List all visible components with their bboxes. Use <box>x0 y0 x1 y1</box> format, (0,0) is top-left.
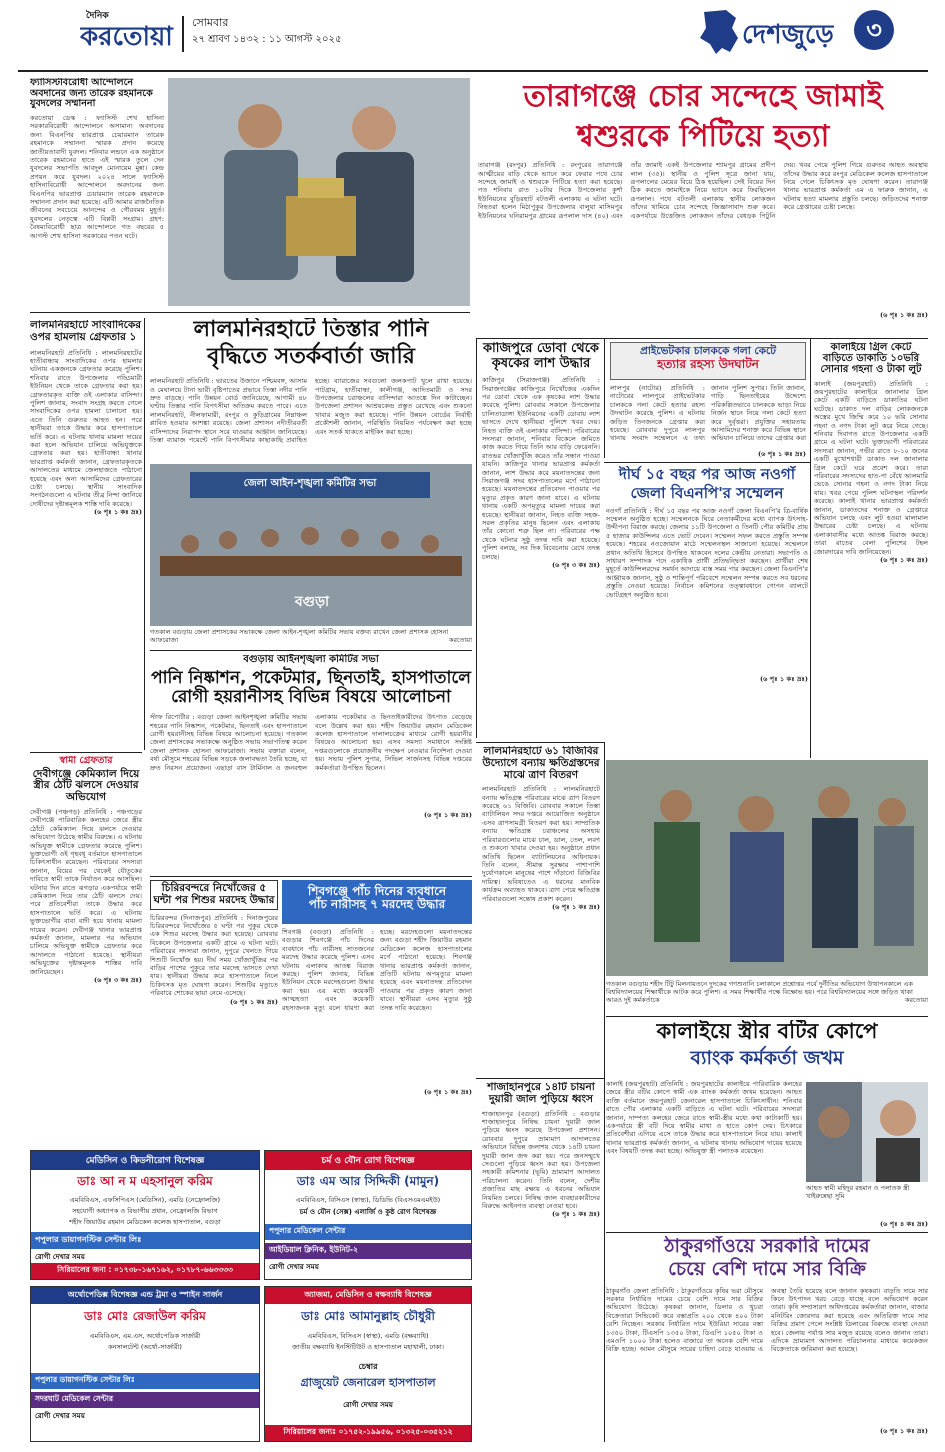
story-kazipur-body: কাজিপুর (সিরাজগঞ্জ) প্রতিনিধি : সিরাজগঞ্জের কাজিপুরে নিখোঁজের একদিন পর ডোবা থেকে এক কৃষকের লাশ উদ্ধার করেছে পুলিশ। রোববার সকালে উপজেলার চালিতাডাঙ্গা ইউনিয়নের একটি ডোবায় লাশ ভাসতে দেখে স্থানীয়রা পুলিশে খবর দেয়। নিহত ব্যক্তি ওই এলাকার বাসিন্দা। পরিবারের সদস্যরা জানান, শনিবার বিকেলে জমিতে কাজ করতে গিয়ে তিনি আর বাড়ি ফেরেননি। রাতভর খোঁজাখুঁজি করেও তাঁর সন্ধান পাওয়া যায়নি। কাজিপুর থানার ভারপ্রাপ্ত কর্মকর্তা জানান, লাশ উদ্ধার করে ময়নাতদন্তের জন্য সিরাজগঞ্জ সদর হাসপাতালের মর্গে পাঠানো হয়েছে। ময়নাতদন্তের প্রতিবেদন পাওয়ার পর মৃত্যুর প্রকৃত কারণ জানা যাবে। এ ঘটনায় থানায় একটি অপমৃত্যুর মামলা দায়ের করা হয়েছে। স্থানীয়রা জানান, নিহত ব্যক্তি সহজ-সরল প্রকৃতির মানুষ ছিলেন এবং এলাকায় তাঁর কোনো শত্রু ছিল না। পরিবারের পক্ষ থেকে ঘটনার সুষ্ঠু তদন্ত দাবি করা হয়েছে। পুলিশ বলছে, সব দিক বিবেচনায় রেখে তদন্ত চলছে। <box>482 376 600 561</box>
ad2-doctor: ডাঃ এম আর সিদ্দিকী (মামুন) <box>296 1174 440 1188</box>
photo-bogura-caption-credit: করতোয়া <box>448 636 472 644</box>
story-shibganj-body: শিবগঞ্জ (বগুড়া) প্রতিনিধি : বগুড়ার শিবগঞ্জে পাঁচ দিনের ব্যবধানে পাঁচ নারীসহ সাতজনের মরদেহ উদ্ধার করেছে পুলিশ। এসব ঘটনায় এলাকায় আতঙ্ক বিরাজ করছে। পুলিশ জানায়, বিভিন্ন ইউনিয়ন থেকে মরদেহগুলো উদ্ধার করা হয়। এর মধ্যে কয়েকটি আত্মহত্যা এবং কয়েকটি রহস্যজনক মৃত্যু বলে ধারণা করা হচ্ছে। মরদেহগুলো ময়নাতদন্তের জন্য বগুড়া শহীদ জিয়াউর রহমান মেডিকেল কলেজ হাসপাতালের মর্গে পাঠানো হয়েছে। শিবগঞ্জ থানার ভারপ্রাপ্ত কর্মকর্তা জানান, প্রতিটি ঘটনায় অপমৃত্যুর মামলা হয়েছে এবং ময়নাতদন্ত প্রতিবেদন পাওয়ার পর প্রকৃত কারণ জানা যাবে। স্থানীয়রা এসব মৃত্যুর সুষ্ঠু তদন্ত দাবি করেছেন। <box>282 928 472 1012</box>
story-shajahanpur-continued: (৬ পৃঃ ১ কঃ দ্রঃ) <box>551 1210 600 1219</box>
story-fertilizer-continued: (৬ পৃঃ ১ কঃ দ্রঃ) <box>879 1426 928 1435</box>
ad4-chamber-label: চেম্বার <box>358 1362 378 1371</box>
ad-ehsanul-karim <box>30 1150 260 1280</box>
story-kazipur-continued: (৬ পৃঃ ৩ কঃ দ্রঃ) <box>551 561 600 570</box>
ad1-time: রোগী দেখার সময় <box>35 1253 85 1261</box>
ad-siddiqui-mamun <box>264 1150 472 1280</box>
photo-bogura-caption-text: গতকাল বগুড়ায় জেলা প্রশাসকের সভাকক্ষে জেলা আইন-শৃঙ্খলা কমিটির সভায় বক্তব্য রাখেন জেলা প্রশাসক হোসনা আফরোজা <box>150 628 449 644</box>
ad-amanullah-chowdhury <box>264 1286 472 1442</box>
ad2-chamber1: পপুলার মেডিকেল সেন্টার <box>265 1224 471 1240</box>
photo-banner-text: জেলা আইন-শৃঙ্খলা কমিটির সভা <box>243 478 377 489</box>
story-teesta-headline-2: বৃদ্ধিতে সতর্কবার্তা জারি <box>207 343 415 369</box>
page-number: ৩ <box>854 10 894 50</box>
photo-bogura-meeting <box>150 464 472 626</box>
story-bogura-meeting <box>150 654 472 874</box>
story-tarique-headline: ফ্যাসিস্টবিরোধী আন্দোলনে অবদানের জন্য তারেক রহমানকে যুবদলের সম্মাননা <box>30 78 153 110</box>
story-naogaon-headline-2: জেলা বিএনপি'র সম্মেলন <box>630 483 784 502</box>
ad4-post: জাতীয় বক্ষব্যাধি ইনস্টিটিউট ও হাসপাতাল মহাখালী, ঢাকা। <box>292 1343 444 1351</box>
ad4-degrees: এমবিবিএস, বিসিএস (স্বাস্থ্য), এমডি (বক্ষব্যাধি) <box>307 1332 429 1340</box>
masthead-divider <box>182 16 184 52</box>
story-journalist-body: লালমনিরহাট প্রতিনিধি : লালমনিরহাটের হাতীবান্ধায় সাংবাদিকের ওপর হামলার ঘটনায় একজনকে গ্রেফতার করেছে পুলিশ। শনিবার রাতে উপজেলার গড্ডিমারী ইউনিয়ন থেকে তাকে গ্রেফতার করা হয়। গ্রেফতারকৃত ব্যক্তি ওই এলাকার বাসিন্দা। পুলিশ জানায়, সংবাদ সংগ্রহ করতে গেলে সাংবাদিকের ওপর হামলা চালানো হয়। এতে তিনি গুরুতর আহত হন। পরে স্থানীয়রা তাকে উদ্ধার করে হাসপাতালে ভর্তি করে। এ ঘটনায় থানায় মামলা দায়ের করা হলে অভিযান চালিয়ে অভিযুক্তকে গ্রেফতার করা হয়। হাতীবান্ধা থানার ভারপ্রাপ্ত কর্মকর্তা জানান, গ্রেফতারকৃতকে আদালতের মাধ্যমে জেলহাজতে পাঠানো হয়েছে এবং অন্য আসামিদের গ্রেফতারের চেষ্টা চলছে। স্থানীয় সাংবাদিক সংগঠনগুলো এ ঘটনার তীব্র নিন্দা জানিয়ে দোষীদের দৃষ্টান্তমূলক শাস্তি দাবি করেছে। <box>30 348 142 508</box>
ad1-post: সহযোগী অধ্যাপক ও বিভাগীয় প্রধান, নেফ্রোলজি বিভাগ <box>72 1207 218 1215</box>
story-shibganj <box>282 880 472 1102</box>
story-lalmonirhat-flood-headline: লালমনিরহাটে ৬১ বিজিবির উদ্যোগে বন্যায় ক্ষতিগ্রস্তদের মাঝে ত্রাণ বিতরণ <box>482 746 600 781</box>
story-lalmonirhat-flood-body: লালমনিরহাট প্রতিনিধি : লালমনিরহাটে বন্যায় ক্ষতিগ্রস্ত পরিবারের মাঝে ত্রাণ বিতরণ করেছে ৬১ বিজিবি। রোববার সকালে তিস্তা ব্যাটালিয়ন সদর দপ্তরে আয়োজিত অনুষ্ঠানে এসব ত্রাণসামগ্রী বিতরণ করা হয়। সাম্প্রতিক বন্যায় ক্ষতিগ্রস্ত চরাঞ্চলের অসহায় পরিবারগুলোর মাঝে চাল, ডাল, তেল, লবণ ও শুকনো খাবার দেওয়া হয়। অনুষ্ঠানে প্রধান অতিথি ছিলেন ব্যাটালিয়নের অধিনায়ক। তিনি বলেন, সীমান্ত সুরক্ষার পাশাপাশি দুর্যোগকালে মানুষের পাশে দাঁড়ানো বিজিবির দায়িত্ব। ভবিষ্যতেও এ ধরনের মানবিক কার্যক্রম অব্যাহত থাকবে। ত্রাণ পেয়ে ক্ষতিগ্রস্ত পরিবারগুলো সন্তোষ প্রকাশ করেন। <box>482 785 600 903</box>
story-bogura-meeting-body: স্টাফ রিপোর্টার : বগুড়া জেলা আইনশৃঙ্খলা কমিটির সভায় শহরের পানি নিষ্কাশন, পকেটমার, ছিনতাই এবং হাসপাতালে রোগী হয়রানীসহ বিভিন্ন বিষয়ে আলোচনা হয়েছে। গতকাল জেলা প্রশাসকের সভাকক্ষে অনুষ্ঠিত সভায় সভাপতিত্ব করেন জেলা প্রশাসক হোসনা আফরোজা। সভায় বক্তারা বলেন, বর্ষা মৌসুমে শহরের বিভিন্ন সড়কে জলাবদ্ধতা তৈরি হচ্ছে, যা দ্রুত নিরসন প্রয়োজন। এছাড়া বাস টার্মিনাল ও জনবহুল এলাকায় পকেটমার ও ছিনতাইকারীদের উৎপাত বেড়েছে বলে উল্লেখ করা হয়। শহীদ জিয়াউর রহমান মেডিকেল কলেজ হাসপাতালে দালালচক্রের মাধ্যমে রোগী হয়রানীর বিষয়েও আলোচনা হয়। এসব সমস্যা সমাধানে সংশ্লিষ্ট দপ্তরগুলোকে প্রয়োজনীয় পদক্ষেপ নেওয়ার নির্দেশনা দেওয়া হয়। সভায় পুলিশ সুপার, সিভিল সার্জনসহ বিভিন্ন দপ্তরের কর্মকর্তারা উপস্থিত ছিলেন। <box>150 713 472 772</box>
ad1-doctor: ডাঃ আ ন ম এহসানুল করিম <box>77 1174 213 1188</box>
story-lalmonirhat-flood-continued: (৬ পৃঃ ১ কঃ দ্রঃ) <box>551 902 600 911</box>
story-teesta-headline-1: লালমনিরহাটে তিস্তার পানি <box>193 318 429 342</box>
photo-bank-officer <box>806 1082 928 1182</box>
photo-location-label: বগুড়া <box>294 594 330 610</box>
story-taraganj-headline-2: শ্বশুরকে পিটিয়ে হত্যা <box>576 118 830 154</box>
story-dewanganj-headline: দেবীগঞ্জে কেমিক্যাল দিয়ে স্ত্রীর ঠোঁট ঝলসে দেওয়ার অভিযোগ <box>32 767 140 804</box>
story-driver-headline-2: হত্যার রহস্য উদঘাটন <box>657 356 759 371</box>
ad4-serial: সিরিয়ালের জন্যঃ ০১৭৫২-১৯৯৫৬, ০১৩২৫-০৩৫২১২ <box>265 1425 471 1441</box>
story-shajahanpur-headline: শাজাহানপুরে ১৪টি চায়না দুয়ারী জাল পুড়িয়ে ধ্বংস <box>487 1082 595 1105</box>
story-bogura-meeting-headline-1: পানি নিষ্কাশন, পকেটমার, ছিনতাই, হাসপাতালে <box>151 668 471 689</box>
story-bogura-meeting-headline-2: রোগী হয়রানীসহ বিভিন্ন বিষয়ে আলোচনা <box>171 687 451 708</box>
story-fertilizer-headline-1: ঠাকুরগাঁওয়ে সরকারি দামের <box>664 1236 870 1257</box>
story-kazipur <box>482 342 600 742</box>
ad2-title: চর্ম ও যৌন রোগ বিশেষজ্ঞ <box>265 1151 471 1170</box>
story-bogura-meeting-continued: (৬ পৃঃ ১ কঃ দ্রঃ) <box>423 811 472 820</box>
story-shibganj-headline-box <box>282 880 472 924</box>
story-journalist <box>30 320 142 740</box>
story-dewanganj <box>30 756 142 1146</box>
ad1-title: মেডিসিন ও কিডনীরোগ বিশেষজ্ঞ <box>31 1151 259 1170</box>
story-shibganj-continued: (৬ পৃঃ ১ কঃ দ্রঃ) <box>423 1088 472 1096</box>
ad2-degrees: এমবিবিএস, বিসিএস (স্বাস্থ্য), ডিডিভি (বিএসএমএমইউ) <box>295 1196 441 1204</box>
ad1-degrees: এমবিবিএস, এফসিপিএস (মেডিসিন), এমডি (নেফ্রোলজি) <box>69 1196 221 1204</box>
story-fertilizer <box>606 1236 928 1442</box>
story-dewanganj-continued: (৬ পৃঃ ৩ কঃ দ্রঃ) <box>93 976 142 984</box>
story-bank-officer-body: কালাই (জয়পুরহাট) প্রতিনিধি : জয়পুরহাটের কালাইয়ে পারিবারিক কলহের জেরে স্ত্রীর বটির কোপে স্বামী এক ব্যাংক কর্মকর্তা জখম হয়েছেন। আহত ব্যক্তি বর্তমানে জয়পুরহাট জেনারেল হাসপাতালে চিকিৎসাধীন। শনিবার রাতে পৌর এলাকার একটি বাড়িতে এ ঘটনা ঘটে। পরিবারের সদস্যরা জানান, দাম্পত্য কলহের জেরে রাতে স্বামী-স্ত্রীর মধ্যে কথা কাটাকাটি হয়। একপর্যায়ে স্ত্রী বটি দিয়ে স্বামীর মাথা ও হাতে কোপ দেয়। চিৎকারে প্রতিবেশীরা এগিয়ে এসে তাকে উদ্ধার করে হাসপাতালে নিয়ে যায়। কালাই থানার ভারপ্রাপ্ত কর্মকর্তা জানান, এ ঘটনায় থানায় অভিযোগ দায়ের হয়েছে এবং বিষয়টি তদন্ত করা হচ্ছে। অভিযুক্ত স্ত্রী পলাতক রয়েছেন। <box>606 1080 802 1156</box>
story-taraganj-headline-1: তারাগঞ্জে চোর সন্দেহে জামাই <box>523 80 883 114</box>
photo-tarique-award <box>168 78 470 306</box>
story-dewanganj-body: দেবীগঞ্জ (পঞ্চগড়) প্রতিনিধি : পঞ্চগড়ের দেবীগঞ্জে পারিবারিক কলহের জেরে স্ত্রীর ঠোঁটে কেমিক্যাল দিয়ে ঝলসে দেওয়ার অভিযোগ উঠেছে স্বামীর বিরুদ্ধে। এ ঘটনায় অভিযুক্ত স্বামীকে গ্রেফতার করেছে পুলিশ। ভুক্তভোগী ওই গৃহবধূ বর্তমানে হাসপাতালে চিকিৎসাধীন রয়েছেন। পরিবারের সদস্যরা জানান, বিয়ের পর থেকেই যৌতুকের দাবিতে স্বামী তাকে নির্যাতন করে আসছিল। ঘটনার দিন রাতে ঝগড়ার একপর্যায়ে স্বামী কেমিক্যাল দিয়ে তার ঠোঁট ঝলসে দেয়। পরে প্রতিবেশীরা তাকে উদ্ধার করে হাসপাতালে ভর্তি করে। এ ঘটনায় ভুক্তভোগীর বাবা বাদী হয়ে থানায় মামলা দায়ের করেন। দেবীগঞ্জ থানার ভারপ্রাপ্ত কর্মকর্তা জানান, মামলার পর অভিযান চালিয়ে অভিযুক্ত স্বামীকে গ্রেফতার করে আদালতে পাঠানো হয়েছে। স্থানীয়রা অভিযুক্তের দৃষ্টান্তমূলক শাস্তির দাবি জানিয়েছেন। <box>30 807 142 976</box>
story-naogaon-body: নওগাঁ প্রতিনিধি : দীর্ঘ ১৫ বছর পর আজ নওগাঁ জেলা বিএনপি'র ত্রি-বার্ষিক সম্মেলন অনুষ্ঠিত হচ্ছে। সম্মেলনকে ঘিরে নেতাকর্মীদের মধ্যে ব্যাপক উৎসাহ-উদ্দীপনা বিরাজ করছে। জেলার ১১টি উপজেলা ও তিনটি পৌর কমিটির প্রায় ৫ হাজার কাউন্সিলর এতে ভোট দেবেন। সম্মেলন সফল করতে প্রস্তুতি সম্পন্ন হয়েছে। শহরের নওজোয়ান মাঠে সম্মেলনস্থল সাজানো হয়েছে। সম্মেলনে প্রধান অতিথি হিসেবে উপস্থিত থাকবেন দলের কেন্দ্রীয় নেতারা। সভাপতি ও সাধারণ সম্পাদক পদে একাধিক প্রার্থী প্রতিদ্বন্দ্বিতা করছেন। প্রার্থীরা শেষ মুহূর্তে কাউন্সিলরদের সমর্থন আদায়ে ব্যস্ত সময় পার করছেন। জেলা বিএনপি'র আহ্বায়ক জানান, সুষ্ঠু ও শান্তিপূর্ণ পরিবেশে সম্মেলন সম্পন্ন করতে সব ধরনের প্রস্তুতি নেওয়া হয়েছে। নির্বাচন কমিশনের তত্ত্বাবধানে গোপন ব্যালটে ভোটগ্রহণ অনুষ্ঠিত হবে। <box>606 506 808 599</box>
masthead-day: সোমবার <box>192 16 229 29</box>
story-kalai-robbery-headline-2: বাড়িতে ডাকাতি ১০ভরি <box>822 353 920 365</box>
photo-arrest-caption <box>606 980 928 1014</box>
story-driver-headline-1: প্রাইভেটকার চালককে গলা কেটে <box>640 345 776 357</box>
story-chirirbandar-body: চিরিরবন্দর (দিনাজপুর) প্রতিনিধি : দিনাজপুরের চিরিরবন্দরে নিখোঁজের ৫ ঘণ্টা পর পুকুর থেকে এক শিশুর মরদেহ উদ্ধার করা হয়েছে। রোববার বিকেলে উপজেলার একটি গ্রামে এ ঘটনা ঘটে। পরিবারের সদস্যরা জানান, দুপুরে খেলতে গিয়ে শিশুটি নিখোঁজ হয়। দীর্ঘ সময় খোঁজাখুঁজির পর বাড়ির পাশের পুকুরে তার মরদেহ ভাসতে দেখা যায়। স্থানীয়রা উদ্ধার করে হাসপাতালে নিলে চিকিৎসক মৃত ঘোষণা করেন। শিশুটির মৃত্যুতে পরিবারে শোকের ছায়া নেমে এসেছে। <box>150 913 278 998</box>
story-tarique <box>30 78 164 308</box>
story-driver <box>610 342 806 460</box>
story-driver-continued: (৬ পৃঃ ১ কঃ দ্রঃ) <box>757 450 806 458</box>
photo-bank-officer-caption: আহত স্বামী মহিদুর রহমান ও পলাতক স্ত্রী খাইরুন্নেছা সুমি <box>806 1184 910 1200</box>
photo-arrest-caption-text: গতকাল বগুড়ায় শহীদ টিটু মিলনায়তনে দুদকের গণশুনানি চলাকালে প্রশ্নোত্তর পর্বে দুর্নীতির অভিযোগ উত্থাপনকালে এক বিশ্ববিদ্যালয়ের শিক্ষার্থীকে আটক করে পুলিশ। এ সময় শিক্ষার্থীর পক্ষে বিক্ষোভ হয়। পরে বিশ্ববিদ্যালয়ের সঙ্গে জড়িত থাকা আরও দুই কর্মকর্তাকে <box>606 980 913 1004</box>
story-journalist-headline: লালমনিরহাটে সাংবাদিকের ওপর হামলায় গ্রেফতার ১ <box>30 320 141 343</box>
story-kalai-robbery-continued: (৬ পৃঃ ১ কঃ দ্রঃ) <box>879 556 928 565</box>
ad3-title: অর্থোপেডিক্স বিশেষজ্ঞ এন্ড ট্রমা ও স্পাইন সার্জন <box>31 1287 259 1304</box>
story-chirirbandar <box>150 880 278 1102</box>
ad3-chamber1: পপুলার ডায়াগনস্টিক সেন্টার লিঃ <box>31 1373 259 1389</box>
ad1-hospital: শহীদ জিয়াউর রহমান মেডিকেল কলেজ হাসপাতাল, বগুড়া <box>69 1218 221 1226</box>
ad3-time: রোগী দেখার সময় <box>35 1412 85 1420</box>
story-naogaon <box>606 466 808 756</box>
ad3-chamber2: সদরঘাট মেডিকেল সেন্টার <box>31 1392 259 1408</box>
bangladesh-map-icon <box>696 8 740 56</box>
story-fertilizer-headline-2: চেয়ে বেশি দামে সার বিক্রি <box>668 1258 866 1281</box>
story-shajahanpur <box>482 1082 600 1442</box>
story-shibganj-headline-2: পাঁচ নারীসহ ৭ মরদেহ উদ্ধার <box>308 897 446 912</box>
photo-arrest <box>606 760 928 976</box>
logo-top: দৈনিক <box>86 11 109 21</box>
masthead-date: ২৭ শ্রাবণ ১৪৩২ : ১১ আগস্ট ২০২৫ <box>192 34 342 45</box>
logo: করতোয়া <box>80 22 173 52</box>
story-lalmonirhat-flood <box>482 746 600 1076</box>
story-bank-officer-headline-1: কালাইয়ে স্ত্রীর বটির কোপে <box>656 1020 878 1043</box>
photo-arrest-caption-credit: করতোয়া <box>904 996 928 1004</box>
ad1-serial: সিরিয়ালের জন্য : ০১৭৩৮-১৬৭১৬২, ০১৭৮৭-৬৬৩৩৩৩ <box>31 1263 259 1279</box>
ad4-title: অ্যাজমা, মেডিসিন ও বক্ষব্যাধি বিশেষজ্ঞ <box>265 1287 471 1304</box>
story-dewanganj-kicker: স্বামী গ্রেফতার <box>59 756 113 766</box>
story-chirirbandar-continued: (৬ পৃঃ ১ কঃ দ্রঃ) <box>229 997 278 1006</box>
ad3-doctor: ডাঃ মোঃ রেজাউল করিম <box>84 1309 206 1323</box>
story-teesta-body: লালমনিরহাট প্রতিনিধি : ভারতের উজানে পশ্চিমবঙ্গ, আসাম ও মেঘালয়ে টানা ভারী বৃষ্টিপাতের প্রভাবে তিস্তা নদীর পানি দ্রুত বাড়ছে। পানি উন্নয়ন বোর্ড জানিয়েছে, আগামী ৪৮ ঘণ্টায় তিস্তার পানি বিপৎসীমা অতিক্রম করতে পারে। এতে লালমনিরহাট, নীলফামারী, রংপুর ও কুড়িগ্রামের নিম্নাঞ্চল প্লাবিত হওয়ার আশঙ্কা রয়েছে। জেলা প্রশাসন নদীতীরবর্তী বাসিন্দাদের নিরাপদ স্থানে সরে যাওয়ার আহ্বান জানিয়েছে। তিস্তা ব্যারাজ পয়েন্টে পানি বিপৎসীমার কাছাকাছি প্রবাহিত হচ্ছে। ব্যারাজের সবগুলো জলকপাট খুলে রাখা হয়েছে। পাটগ্রাম, হাতীবান্ধা, কালীগঞ্জ, আদিতমারী ও সদর উপজেলার চরাঞ্চলের বাসিন্দারা আতঙ্কে দিন কাটাচ্ছেন। উপজেলা প্রশাসন আশ্রয়কেন্দ্র প্রস্তুত রেখেছে এবং শুকনো খাবার মজুত করা হয়েছে। পানি উন্নয়ন বোর্ডের নির্বাহী প্রকৌশলী জানান, পরিস্থিতি নিয়মিত পর্যবেক্ষণ করা হচ্ছে এবং সতর্ক থাকতে মাইকিং করা হচ্ছে। <box>150 377 472 445</box>
story-kalai-robbery-body: কালাই (জয়পুরহাট) প্রতিনিধি : জয়পুরহাটের কালাইয়ে জানালার গ্রিল কেটে একটি বাড়িতে ডাকাতির ঘটনা ঘটেছে। ডাকাত দল বাড়ির লোকজনকে অস্ত্রের মুখে জিম্মি করে ১০ ভরি সোনার গহনা ও নগদ টাকা লুট করে নিয়ে গেছে। শনিবার দিবাগত রাতে উপজেলার একটি গ্রামে এ ঘটনা ঘটে। ভুক্তভোগী পরিবারের সদস্যরা জানান, গভীর রাতে ৮-১০ জনের একটি মুখোশধারী ডাকাত দল জানালার গ্রিল কেটে ঘরে প্রবেশ করে। তারা পরিবারের সদস্যদের হাত-পা বেঁধে আলমারি ভেঙে সোনার গহনা ও নগদ টাকা নিয়ে যায়। খবর পেয়ে পুলিশ ঘটনাস্থল পরিদর্শন করেছে। কালাই থানার ভারপ্রাপ্ত কর্মকর্তা জানান, ডাকাতদের শনাক্ত ও গ্রেপ্তারে অভিযান চলছে এবং লুট হওয়া মালামাল উদ্ধারের চেষ্টা চলছে। এ ঘটনায় এলাকাবাসীর মধ্যে আতঙ্ক বিরাজ করছে। তারা রাতের বেলা পুলিশের টহল জোরদারের দাবি জানিয়েছেন। <box>814 379 928 556</box>
story-bank-officer-continued: (৬ পৃঃ ৪ কঃ দ্রঃ) <box>879 1220 928 1228</box>
story-fertilizer-body: ঠাকুরগাঁও জেলা প্রতিনিধি : ঠাকুরগাঁওয়ে কৃষির ভরা মৌসুমে সরকার নির্ধারিত দামের চেয়ে বেশি দামে সার বিক্রির অভিযোগ উঠেছে। কৃষকরা জানান, ডিলার ও খুচরা বিক্রেতারা সিন্ডিকেট করে বস্তাপ্রতি ২০০ থেকে ৪০০ টাকা বেশি নিচ্ছেন। সরকার নির্ধারিত দামে ইউরিয়া সারের বস্তা ১৩৫০ টাকা, টিএসপি ১৩৫০ টাকা, ডিএপি ১০৫০ টাকা ও এমওপি ১০০০ টাকা হলেও বাজারে তা অনেক বেশি দামে বিক্রি হচ্ছে। আমন মৌসুমে সারের চাহিদা বেড়ে যাওয়ায় এ অবস্থা তৈরি হয়েছে বলে জানান কৃষকরা। বাড়তি দামে সার কিনে উৎপাদন খরচ বেড়ে যাচ্ছে বলে অভিযোগ করেন তারা। কৃষি সম্প্রসারণ অধিদপ্তরের কর্মকর্তারা জানান, বাজার মনিটরিং জোরদার করা হয়েছে এবং অতিরিক্ত দামে সার বিক্রির প্রমাণ পেলে সংশ্লিষ্ট ডিলারের বিরুদ্ধে ব্যবস্থা নেওয়া হবে। জেলায় পর্যাপ্ত সার মজুত রয়েছে বলেও জানান তারা। এদিকে ভ্রাম্যমাণ আদালত পরিচালনার মাধ্যমে কয়েকজন বিক্রেতাকে জরিমানা করা হয়েছে। <box>606 1286 928 1354</box>
ad2-chamber2: আইডিয়াল ক্লিনিক, ইউনিট-২ <box>265 1243 471 1259</box>
story-journalist-continued: (৬ পৃঃ ১ কঃ দ্রঃ) <box>93 508 142 517</box>
ad3-post: কনসালটেন্ট (অর্থো-সার্জারী) <box>108 1343 182 1351</box>
masthead <box>0 0 945 70</box>
ad2-specialty: চর্ম ও যৌন (সেক্স) এলার্জি ও কুষ্ঠ রোগ বিশেষজ্ঞ <box>299 1208 437 1216</box>
story-taraganj-body: তারাগঞ্জ (রংপুর) প্রতিনিধি : রংপুরের তারাগঞ্জে আত্মীয়ের বাড়ি থেকে ভ্যানে করে ফেরার পথে চোর সন্দেহে জামাই ও শ্বশুরকে পিটিয়ে হত্যা করা হয়েছে। গত শনিবার রাত ১০টার দিকে উপজেলার কুর্শা ইউনিয়নের বুড়িরহাট বটতলী এলাকায় এ ঘটনা ঘটে। নিহতরা হলেন মিঠাপুকুর উপজেলার বালুয়া মাসিমপুর ইউনিয়নের ঘনিরামপুর গ্রামের রূপলাল দাস (৪০) এবং তাঁর জামাই একই উপজেলার শ্যামপুর গ্রামের প্রদীপ লাল (৩৫)। স্থানীয় ও পুলিশ সূত্রে জানা যায়, রূপলালের মেয়ের বিয়ে ঠিক হয়েছিল। সেই বিয়ের দিন ঠিক করতে জামাইকে নিয়ে ভ্যানে করে ফিরছিলেন রূপলাল। পথে বটতলী এলাকায় স্থানীয় লোকজন তাঁদের থামিয়ে চোর সন্দেহে জিজ্ঞাসাবাদ শুরু করে। একপর্যায়ে উত্তেজিত লোকজন তাঁদের বেধড়ক পিটুনি দেয়। খবর পেয়ে পুলিশ গিয়ে গুরুতর আহত অবস্থায় তাঁদের উদ্ধার করে রংপুর মেডিকেল কলেজ হাসপাতালে নিয়ে গেলে চিকিৎসক মৃত ঘোষণা করেন। তারাগঞ্জ থানার ভারপ্রাপ্ত কর্মকর্তা এম এ ফারুক জানান, এ ঘটনায় হত্যা মামলার প্রস্তুতি চলছে। জড়িতদের শনাক্ত করে গ্রেপ্তারের চেষ্টা চলছে। <box>478 161 928 220</box>
story-kalai-robbery-headline-3: সোনার গহনা ও টাকা লুট <box>820 364 922 376</box>
story-bank-officer-headline-2: ব্যাংক কর্মকর্তা জখম <box>690 1046 844 1069</box>
section-name: দেশজুড়ে <box>742 20 834 50</box>
story-shajahanpur-body: শাজাহানপুর (বগুড়া) প্রতিনিধি : বগুড়ার শাজাহানপুরে নিষিদ্ধ চায়না দুয়ারী জাল পুড়িয়ে ধ্বংস করেছে উপজেলা প্রশাসন। রোববার দুপুরে ভ্রাম্যমাণ আদালতের অভিযানে বিভিন্ন জলাশয় থেকে ১৪টি চায়না দুয়ারী জাল জব্দ করা হয়। পরে জনসম্মুখে সেগুলো পুড়িয়ে ধ্বংস করা হয়। উপজেলা সহকারী কমিশনার (ভূমি) ভ্রাম্যমাণ আদালত পরিচালনা করেন। তিনি বলেন, দেশীয় প্রজাতির মাছ রক্ষায় এ ধরনের অভিযান নিয়মিত চলবে। নিষিদ্ধ জাল ব্যবহারকারীদের বিরুদ্ধে আইনগত ব্যবস্থা নেওয়া হবে। <box>482 1109 600 1210</box>
ad-rezaul-karim <box>30 1286 260 1442</box>
photo-bogura-caption <box>150 628 472 648</box>
story-naogaon-continued: (৬ পৃঃ ১ কঃ দ্রঃ) <box>759 674 808 683</box>
story-taraganj <box>478 80 928 336</box>
story-kalai-robbery-headline-1: কালাইয়ে গ্রিল কেটে <box>830 342 912 353</box>
story-bank-officer <box>606 1020 928 1230</box>
ad4-time: রোগী দেখার সময় <box>343 1401 393 1409</box>
story-naogaon-headline-1: দীর্ঘ ১৫ বছর পর আজ নওগাঁ <box>618 466 796 483</box>
story-taraganj-continued: (৬ পৃঃ ১ কঃ দ্রঃ) <box>879 311 928 320</box>
ad4-chamber: গ্রাজুয়েট জেনারেল হাসপাতাল <box>300 1376 436 1389</box>
story-shibganj-headline-1: শিবগঞ্জে পাঁচ দিনের ব্যবধানে <box>307 884 447 898</box>
story-driver-body: লালপুর (নাটোর) প্রতিনিধি : নাটোরের লালপুরে প্রাইভেটকার চালককে গলা কেটে হত্যার রহস্য উদঘাটন করেছে পুলিশ। এ ঘটনায় জড়িত তিনজনকে গ্রেপ্তার করা হয়েছে। রোববার দুপুরে লালপুর থানায় সংবাদ সম্মেলনে এ তথ্য জানান পুলিশ সুপার। তিনি জানান, গাড়ি ছিনতাইয়ের উদ্দেশ্যে পরিকল্পিতভাবে চালককে ভাড়া নিয়ে নির্জন স্থানে নিয়ে গলা কেটে হত্যা করে দুর্বৃত্তরা। প্রযুক্তির সহায়তায় আসামিদের শনাক্ত করে বিভিন্ন স্থানে অভিযান চালিয়ে তাদের গ্রেপ্তার করা <box>610 384 806 443</box>
ad1-chamber: পপুলার ডায়াগনস্টিক সেন্টার লিঃ <box>31 1232 259 1249</box>
masthead-rule <box>18 70 928 72</box>
story-bogura-meeting-kicker: বগুড়ায় আইনশৃঙ্খলা কমিটির সভা <box>243 654 379 665</box>
story-tarique-body: করতোয়া ডেস্ক : ফ্যাসিস্ট শেখ হাসিনা সরকারবিরোধী আন্দোলনে অসামান্য অবদানের জন্য বিএনপির ভারপ্রাপ্ত চেয়ারম্যান তারেক রহমানকে সম্মাননা স্মারক প্রদান করেছে জাতীয়তাবাদী যুবদল। শনিবার লন্ডনে এক অনুষ্ঠানে তারেক রহমানের হাতে এই স্মারক তুলে দেন যুবদলের সভাপতি আবদুল মোনায়েম মুন্না। কেন্দ্র প্রণয়ন করে যুবদল। ২০২৪ সালে ফ্যাসিস্ট হাসিনাবিরোধী আন্দোলনে অবদানের জন্য বিএনপির ভারপ্রাপ্ত চেয়ারম্যান তারেক রহমানকে সম্মাননা প্রদান করা হয়েছে। এটি আমার রাজনৈতিক জীবনের সবচেয়ে আনন্দের ও গৌরবময় মুহূর্ত। যুবদলের নেতৃত্বে এটি বিপ্লবী সংগ্রাম। গ্রহণ: বৈষম্যবিরোধী ছাত্র আন্দোলনে গত বছরের ৫ আগস্ট শেখ হাসিনা সরকারের পতন ঘটে। <box>30 113 164 240</box>
ad2-time: রোগী দেখার সময় <box>269 1263 319 1271</box>
story-kazipur-headline: কাজিপুরে ডোবা থেকে কৃষকের লাশ উদ্ধার <box>482 342 600 371</box>
story-kalai-robbery <box>814 342 928 762</box>
story-chirirbandar-headline: চিরিরবন্দরে নিখোঁজের ৫ ঘন্টা পর শিশুর মরদেহ উদ্ধার <box>150 880 278 910</box>
ad3-degrees: এমবিবিএস, এম.এস, অর্থোপেডিক সার্জারী <box>89 1332 201 1340</box>
ad4-doctor: ডাঃ মোঃ আমানুল্লাহ চৌধুরী <box>301 1309 435 1323</box>
story-driver-headline-box <box>610 342 806 380</box>
